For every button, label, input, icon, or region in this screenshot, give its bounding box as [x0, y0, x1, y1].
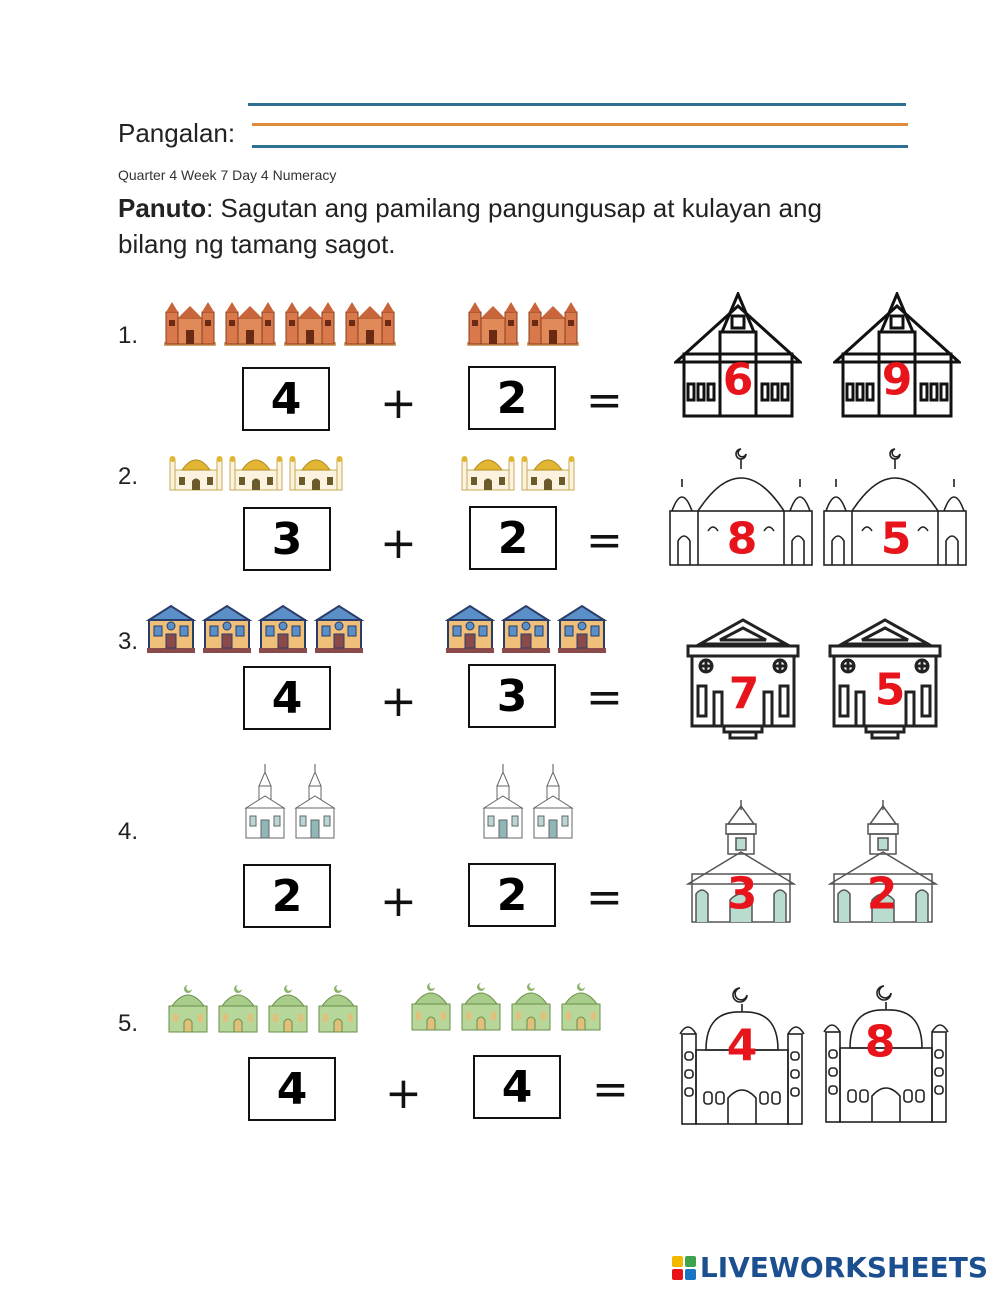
brand-name: LIVEWORKSHEETS [699, 1251, 988, 1284]
church-icon [525, 298, 581, 348]
problem-1-number: 1. [118, 322, 139, 349]
building-icon [556, 604, 608, 654]
problem-4-choice-1[interactable] [686, 800, 796, 926]
chapel-icon [242, 764, 288, 840]
problem-2-number: 2. [118, 463, 139, 490]
choice-value: 5 [880, 513, 912, 565]
choice-value: 6 [722, 354, 754, 406]
equals-sign: = [586, 672, 623, 723]
building-icon [257, 604, 309, 654]
logo-mark-icon [672, 1256, 696, 1280]
equals-sign: = [586, 375, 623, 426]
name-label: Pangalan: [118, 118, 236, 148]
building-icon [444, 604, 496, 654]
problem-3-choice-1[interactable] [684, 616, 802, 740]
problem-2-group-1 [168, 448, 344, 492]
problem-3-addend-2: 3 [468, 664, 556, 728]
problem-1-group-1 [162, 298, 398, 348]
problem-3-choice-2[interactable] [826, 616, 944, 740]
problem-2-addend-2: 2 [469, 506, 557, 570]
problem-5-group-2 [408, 982, 604, 1032]
problem-4-group-2 [480, 764, 576, 840]
problem-3-number: 3. [118, 628, 139, 655]
green-mosque-icon [408, 982, 454, 1032]
green-mosque-icon [315, 984, 361, 1034]
problem-5-choice-1[interactable] [678, 986, 806, 1128]
church-icon [342, 298, 398, 348]
problem-2-choice-2[interactable] [822, 445, 968, 567]
problem-5-addend-2: 4 [473, 1055, 561, 1119]
choice-value: 4 [726, 1020, 758, 1072]
problem-2-choice-1[interactable] [668, 445, 814, 567]
instruction-bold: Panuto [118, 193, 207, 223]
problem-5-addend-1: 4 [248, 1057, 336, 1121]
building-icon [500, 604, 552, 654]
choice-value: 5 [874, 664, 906, 716]
chapel-icon [530, 764, 576, 840]
problem-3-group-2 [444, 604, 608, 654]
building-icon [201, 604, 253, 654]
problem-5-number: 5. [118, 1010, 139, 1037]
choice-value: 2 [866, 868, 898, 920]
problem-1-addend-2: 2 [468, 366, 556, 430]
equals-sign: = [586, 872, 623, 923]
church-icon [282, 298, 338, 348]
green-mosque-icon [265, 984, 311, 1034]
problem-4-group-1 [242, 764, 338, 840]
green-mosque-icon [508, 982, 554, 1032]
liveworksheets-logo[interactable] [672, 1251, 988, 1284]
mosque-icon [168, 448, 224, 492]
instructions [118, 190, 878, 262]
mosque-icon [520, 448, 576, 492]
mosque-icon [288, 448, 344, 492]
choice-value: 7 [728, 668, 760, 720]
problem-4-addend-2: 2 [468, 863, 556, 927]
name-line-middle [252, 123, 908, 126]
name-line-top [248, 103, 906, 106]
chapel-icon [480, 764, 526, 840]
plus-sign: + [385, 1068, 422, 1119]
plus-sign: + [380, 518, 417, 569]
plus-sign: + [380, 676, 417, 727]
problem-4-choice-2[interactable] [828, 800, 938, 926]
building-icon [313, 604, 365, 654]
subtitle: Quarter 4 Week 7 Day 4 Numeracy [118, 167, 337, 183]
problem-4-addend-1: 2 [243, 864, 331, 928]
church-icon [162, 298, 218, 348]
name-line-bottom[interactable] [252, 145, 908, 148]
plus-sign: + [380, 876, 417, 927]
problem-5-group-1 [165, 984, 361, 1034]
green-mosque-icon [215, 984, 261, 1034]
problem-1-addend-1: 4 [242, 367, 330, 431]
green-mosque-icon [558, 982, 604, 1032]
problem-3-addend-1: 4 [243, 666, 331, 730]
green-mosque-icon [458, 982, 504, 1032]
problem-3-group-1 [145, 604, 365, 654]
problem-1-choice-1[interactable] [674, 292, 802, 420]
building-icon [145, 604, 197, 654]
equals-sign: = [586, 515, 623, 566]
green-mosque-icon [165, 984, 211, 1034]
mosque-icon [460, 448, 516, 492]
problem-1-choice-2[interactable] [833, 292, 961, 420]
choice-value: 9 [881, 354, 913, 406]
instruction-text: : Sagutan ang pamilang pangungusap at kulayan ang bilang ng tamang sagot. [118, 193, 822, 259]
church-icon [465, 298, 521, 348]
mosque-icon [228, 448, 284, 492]
problem-2-group-2 [460, 448, 576, 492]
plus-sign: + [380, 378, 417, 429]
choice-value: 3 [726, 868, 758, 920]
choice-value: 8 [726, 513, 758, 565]
problem-4-number: 4. [118, 818, 139, 845]
chapel-icon [292, 764, 338, 840]
church-icon [222, 298, 278, 348]
problem-5-choice-2[interactable] [822, 984, 950, 1126]
problem-1-group-2 [465, 298, 581, 348]
problem-2-addend-1: 3 [243, 507, 331, 571]
equals-sign: = [592, 1064, 629, 1115]
choice-value: 8 [864, 1016, 896, 1068]
